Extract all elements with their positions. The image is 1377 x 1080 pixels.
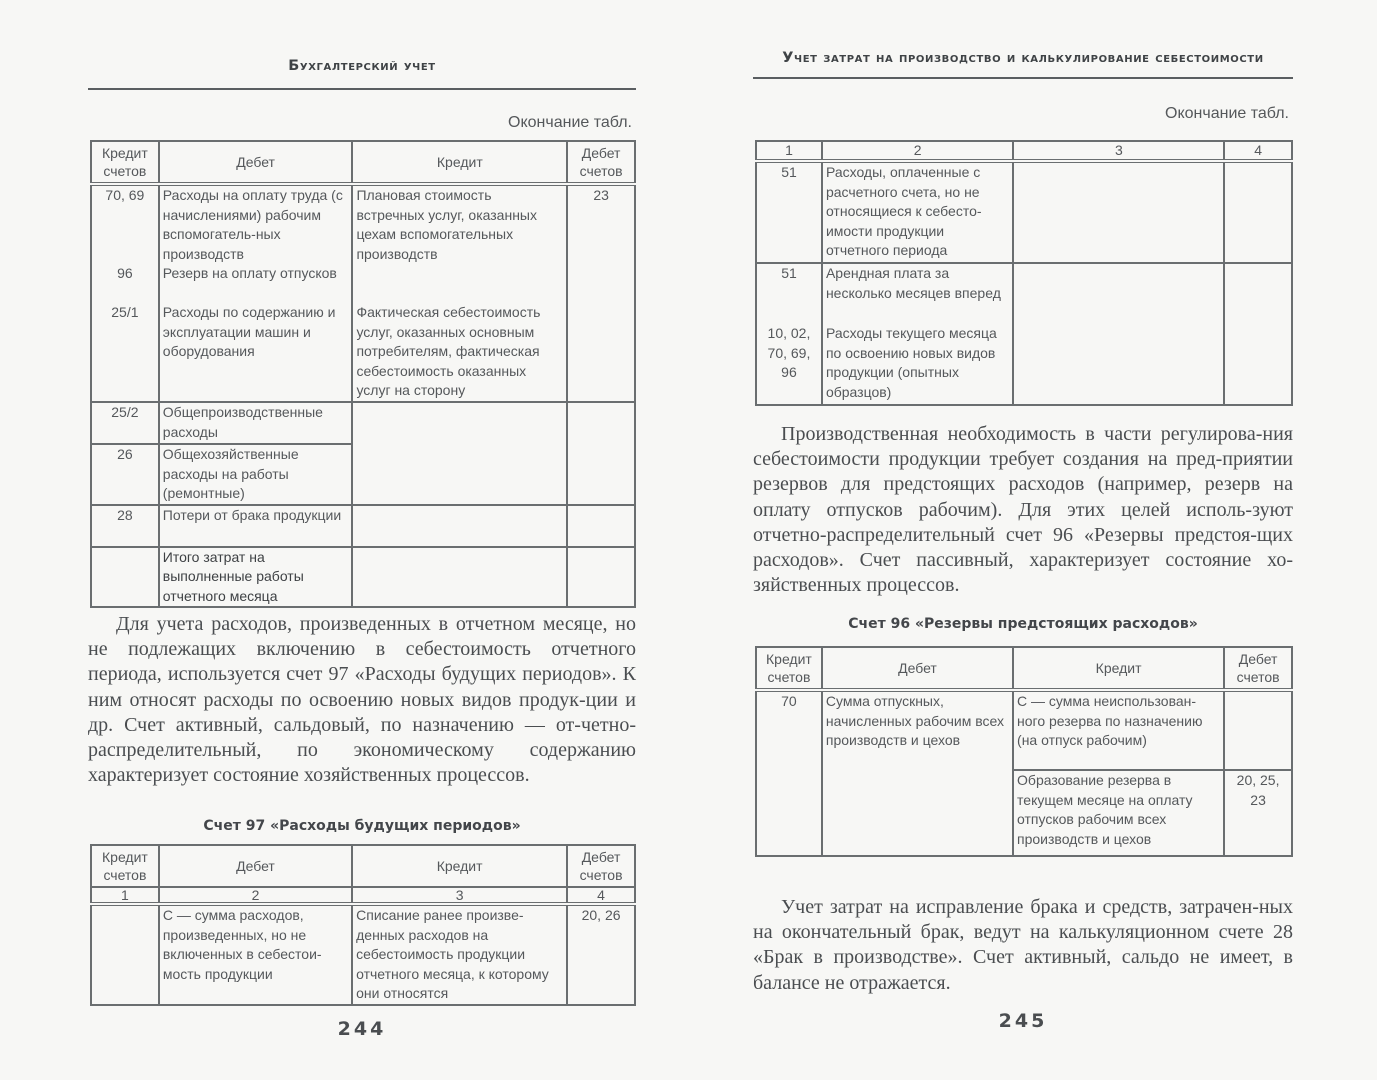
header-credit-accounts: Кредит счетов (756, 647, 822, 690)
header-credit: Кредит (1013, 647, 1224, 690)
debit-accounts-cell: 20, 26 (567, 904, 635, 1005)
body-paragraph: Учет затрат на исправление брака и средств, затрачен-ных на окончательный брак, ведут на калькуляционном счете 28 «Брак в производстве». Счет активный, сальдо не имеет, в балансе не отражается. (753, 896, 1293, 994)
table-note: Окончание табл. (508, 114, 632, 131)
debit-item: Арендная плата за несколько месяцев вперед (825, 265, 1001, 301)
credit-cell (1013, 263, 1224, 405)
debit-item: Расходы по содержанию и эксплуатации машин и оборудования (162, 304, 336, 359)
debit-cell: Расходы, оплаченные с расчетного счета, но не относящиеся к себесто-имости продукции отчетного периода (822, 161, 1013, 263)
header-debit-accounts: Дебет счетов (567, 141, 635, 184)
debit-accounts-cell (567, 547, 635, 608)
header-credit-accounts: Кредит счетов (91, 845, 159, 887)
credit-cell (352, 505, 567, 547)
table-caption: Счет 96 «Резервы предстоящих расходов» (848, 616, 1198, 632)
table-row (91, 184, 635, 402)
column-index: 2 (822, 141, 1013, 161)
account-97-table (90, 844, 636, 1006)
table-row (756, 161, 1292, 263)
header-debit: Дебет (159, 845, 352, 887)
credit-cell: Списание ранее произве-денных расходов на себестоимость продукции отчетного месяца, к которому они относятся (352, 904, 567, 1005)
page-number: 244 (337, 1018, 387, 1040)
debit-cell: Потери от брака продукции (159, 505, 353, 547)
column-index: 3 (1013, 141, 1224, 161)
account-96-table (755, 646, 1293, 857)
body-paragraph: Производственная необходимость в части регулирова-ния себестоимости продукции требует создания на пред-приятии резервов для предстоящих расходов (например, резерв на оплату отпусков рабочим). Для этих целей исполь-зуют отчетно-распределительный счет 96 «Резервы предстоя-щих расходов». Счет пассивный, характеризует состояние хо-зяйственных процессов. (753, 423, 1293, 597)
account-code: 25/1 (111, 304, 139, 320)
credit-accounts-cell (91, 184, 159, 402)
running-head: Учет затрат на производство и калькулирование себестоимости (782, 50, 1264, 66)
header-debit-accounts: Дебет счетов (1224, 647, 1292, 690)
credit-accounts-cell: 28 (91, 505, 159, 547)
column-index: 1 (91, 887, 159, 904)
table-row (91, 402, 635, 444)
table-caption: Счет 97 «Расходы будущих периодов» (203, 818, 521, 834)
column-index: 3 (352, 887, 567, 904)
page-number: 245 (998, 1010, 1048, 1032)
credit-accounts-cell (91, 547, 159, 608)
debit-accounts-cell (1224, 161, 1292, 263)
account-code: 51 (781, 265, 797, 281)
credit-cell (352, 547, 567, 608)
table-row (756, 690, 1292, 770)
debit-item: Резерв на оплату отпусков (162, 265, 337, 281)
body-paragraph: Для учета расходов, произведенных в отчетном месяце, но не подлежащих включению в себестоимость отчетного периода, используется счет 97 «Расходы будущих периодов». К ним относят расходы по освоению новых видов продук-ции и др. Счет активный, сальдовый, по назначению — от-четно-распределительный, по экономическому содержанию характеризует состояние хозяйственных процессов. (88, 613, 636, 787)
table-row (756, 263, 1292, 405)
debit-cell: Сумма отпускных, начисленных рабочим всех производств и цехов (822, 690, 1013, 856)
column-index: 1 (756, 141, 822, 161)
table-header-row (756, 647, 1292, 690)
debit-cell: Общехозяйственные расходы на работы (ремонтные) (159, 444, 353, 505)
debit-accounts-cell (1224, 690, 1292, 770)
left-page (88, 0, 636, 1080)
header-debit: Дебет (822, 647, 1013, 690)
header-rule (753, 77, 1293, 79)
account-code: 10, 02, 70, 69, 96 (767, 325, 811, 380)
debit-cell (159, 184, 353, 402)
credit-cell (352, 402, 567, 505)
column-index-row (756, 141, 1292, 161)
table-note: Окончание табл. (1165, 105, 1289, 122)
debit-cell: Общепроизводственные расходы (159, 402, 353, 444)
header-credit: Кредит (352, 141, 567, 184)
column-index-row (91, 887, 635, 904)
header-debit-accounts: Дебет счетов (567, 845, 635, 887)
credit-cell (352, 184, 567, 402)
credit-cell: Образование резерва в текущем месяце на оплату отпусков рабочим всех производств и цехов (1013, 770, 1224, 856)
account-code: 96 (117, 265, 133, 281)
table-header-row (91, 845, 635, 887)
column-index: 4 (1224, 141, 1292, 161)
header-debit: Дебет (159, 141, 353, 184)
table-row (91, 904, 635, 1005)
credit-cell (1013, 161, 1224, 263)
header-rule (88, 88, 636, 90)
debit-accounts-cell (1224, 263, 1292, 405)
running-head: Бухгалтерский учет (288, 58, 436, 74)
credit-accounts-cell: 26 (91, 444, 159, 505)
debit-accounts-cell (567, 402, 635, 505)
debit-accounts-cell: 23 (567, 184, 635, 402)
column-index: 4 (567, 887, 635, 904)
header-credit-accounts: Кредит счетов (91, 141, 159, 184)
credit-accounts-cell (91, 904, 159, 1005)
debit-accounts-cell: 20, 25, 23 (1224, 770, 1292, 856)
account-code: 70, 69 (105, 187, 145, 203)
right-page (753, 0, 1293, 1080)
total-label: Итого затрат на выполненные работы отчетного месяца (159, 547, 353, 608)
credit-item: Фактическая себестоимость услуг, оказанных основным потребителям, фактическая себестоимость оказанных услуг на сторону (356, 304, 541, 398)
credit-accounts-cell: 51 (756, 161, 822, 263)
column-index: 2 (159, 887, 352, 904)
debit-cell (822, 263, 1013, 405)
credit-item: Плановая стоимость встречных услуг, оказанных цехам вспомогательных производств (356, 187, 537, 262)
accounts-table-continuation (90, 140, 636, 608)
debit-item: Расходы текущего месяца по освоению новых видов продукции (опытных образцов) (825, 325, 997, 400)
credit-cell: С — сумма неиспользован-ного резерва по назначению (на отпуск рабочим) (1013, 690, 1224, 770)
credit-accounts-cell: 70 (756, 690, 822, 856)
header-credit: Кредит (352, 845, 567, 887)
account-97-table-continuation (755, 140, 1293, 406)
debit-cell: С — сумма расходов, произведенных, но не включенных в себестои-мость продукции (159, 904, 352, 1005)
table-row-total (91, 547, 635, 608)
table-header-row (91, 141, 635, 184)
credit-accounts-cell: 25/2 (91, 402, 159, 444)
credit-accounts-cell (756, 263, 822, 405)
debit-item: Расходы на оплату труда (с начислениями) рабочим вспомогатель-ных производств (162, 187, 343, 262)
table-row (91, 505, 635, 547)
debit-accounts-cell (567, 505, 635, 547)
